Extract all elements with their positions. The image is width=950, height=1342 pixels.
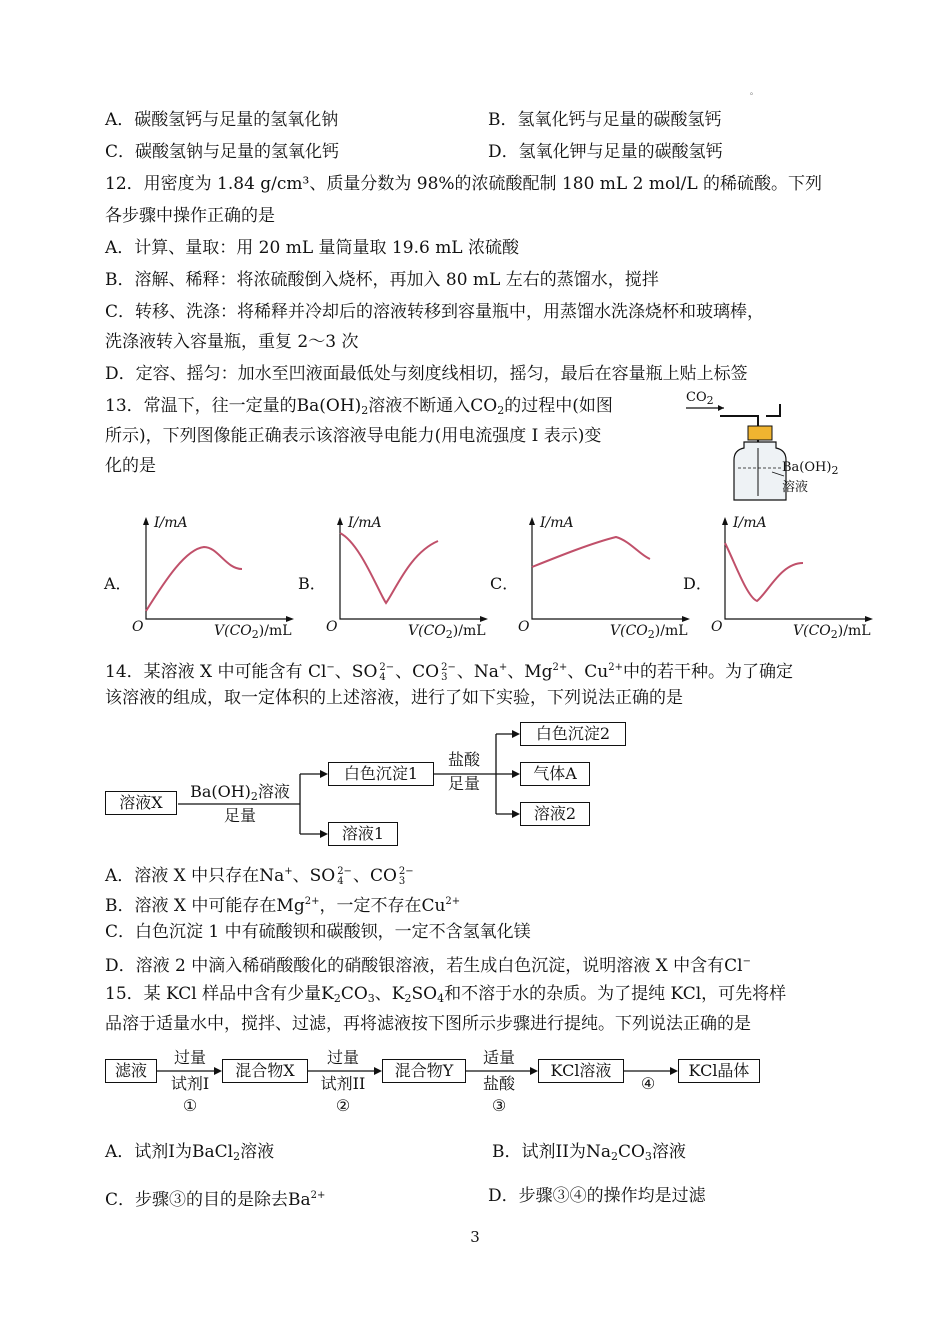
graph-axis-lines [725,521,869,619]
flow-box-solution-x: 溶液X [105,791,177,815]
q15-option-c: C．步骤③的目的是除去$Ba^{2+}$ [105,1190,326,1210]
flow-box-gas-a: 气体A [520,762,590,786]
flow2-box-kcl-crystal: KCl晶体 [678,1059,760,1083]
q12-option-a: A．计算、量取：用 20 mL 量筒量取 19.6 mL 浓硫酸 [105,238,520,258]
graph-y-arrow [722,517,728,525]
graph-axes [334,515,504,635]
graph-letter: D． [683,574,712,593]
flow2-step3-top: 适量 [482,1048,515,1067]
graph-axis-lines [532,521,686,619]
graph-letter: C． [490,574,519,593]
page-number: 3 [470,1228,480,1246]
apparatus-liquid-label: $Ba(OH)_2$ [782,460,839,477]
graph-y-label: I/mA [154,515,188,531]
flow-box-solution1: 溶液1 [328,822,398,846]
flow-reagent-hcl: 盐酸 [447,750,480,769]
graph-axis-lines [340,521,484,619]
flow2-box-mixture-y: 混合物Y [382,1059,466,1083]
flow2-step1-num: ① [182,1096,198,1115]
q12-stem-line1: 12．用密度为 1.84 g/cm³、质量分数为 98%的浓硫酸配制 180 mL 2 mol/L 的稀硫酸。下列 [105,174,823,194]
flow-box-white-ppt1: 白色沉淀1 [328,762,434,786]
graph-axis-lines [146,521,290,619]
q15-option-a: A．试剂I为BaCl$_2$溶液 [105,1142,275,1163]
graph-x-label: $V(CO_2)/mL$ [408,623,486,641]
graph-y-label: I/mA [540,515,574,531]
q12-stem-line2: 各步骤中操作正确的是 [105,206,275,226]
q12-option-c-line2: 洗涤液转入容量瓶，重复 2～3 次 [105,332,359,352]
graph-y-arrow [337,517,343,525]
graph-letter: A． [104,574,132,593]
q14-stem-line2: 该溶液的组成，取一定体积的上述溶液，进行了如下实验，下列说法正确的是 [105,688,683,708]
q14-option-a: A．溶液 X 中只存在Na+、SO 2− 4 、CO 2− 3 [105,865,414,887]
graph-x-arrow [865,616,873,622]
flow2-step2-top: 过量 [326,1048,359,1067]
flow2-step1-top: 过量 [173,1048,206,1067]
q11-option-b: B．氢氧化钙与足量的碳酸氢钙 [488,110,722,130]
graph-axes [719,515,889,635]
q14-option-b: B．溶液 X 中可能存在$Mg^{2+}$，一定不存在$Cu^{2+}$ [105,896,461,916]
graph-y-arrow [529,517,535,525]
flow2-step2-num: ② [335,1096,351,1115]
graph-x-label: $V(CO_2)/mL$ [610,623,688,641]
q12-option-d: D．定容、摇匀：加水至凹液面最低处与刻度线相切，摇匀，最后在容量瓶上贴上标签 [105,364,748,384]
graph-y-label: I/mA [733,515,767,531]
gas-arrowhead [718,405,724,411]
graph-y-label: I/mA [348,515,382,531]
q14-option-c: C．白色沉淀 1 中有硫酸钡和碳酸钡，一定不含氢氧化镁 [105,922,531,942]
q12-option-c-line1: C．转移、洗涤：将稀释并冷却后的溶液转移到容量瓶中，用蒸馏水洗涤烧杯和玻璃棒， [105,302,765,322]
outlet-tube [766,404,780,416]
flow2-box-mixture-x: 混合物X [222,1059,308,1083]
graph-axes [526,515,706,635]
graph-origin: O [711,619,723,635]
graph-origin: O [132,619,144,635]
graph-axes [140,515,310,635]
flow2-step2-mid: 试剂II [320,1074,366,1093]
flow-box-solution2: 溶液2 [520,802,590,826]
graph-origin: O [326,619,338,635]
q15-stem-line1: 15．某 KCl 样品中含有少量$K_2CO_3$、$K_2SO_4$和不溶于水的杂质。为了提纯 KCl，可先将样 [105,984,787,1005]
q13-stem-line2: 所示)，下列图像能正确表示该溶液导电能力(用电流强度 I 表示)变 [105,426,602,446]
graph-x-arrow [480,616,488,622]
flow2-step1-mid: 试剂I [170,1074,210,1093]
q13-stem-line1: 13．常温下，往一定量的$Ba(OH)_2$溶液不断通入$CO_2$的过程中(如图 [105,396,613,417]
apparatus-liquid-label2: 溶液 [782,480,809,495]
graph-curve [532,537,650,567]
graph-d [683,515,933,645]
flow2-step3-num: ③ [491,1096,507,1115]
q14-stem-line1: 14．某溶液 X 中可能含有 Cl−、SO 2− 4 、CO 2− 3 、Na+、$Mg^{2+}$、$Cu^{2+}$中的若干种。为了确定 [105,661,794,683]
graph-curve [340,533,438,603]
bottle-stopper [748,426,772,440]
apparatus-gas-label: $CO_2$ [686,390,714,407]
graph-x-label: $V(CO_2)/mL$ [214,623,292,641]
q15-stem-line2: 品溶于适量水中，搅拌、过滤，再将滤液按下图所示步骤进行提纯。下列说法正确的是 [105,1014,751,1034]
q14-option-d: D．溶液 2 中滴入稀硝酸酸化的硝酸银溶液，若生成白色沉淀，说明溶液 X 中含有Cl− [105,956,752,976]
q15-option-d: D．步骤③④的操作均是过滤 [488,1186,706,1206]
flow-reagent-excess: 足量 [223,806,256,825]
q12-option-b: B．溶解、稀释：将浓硫酸倒入烧杯，再加入 80 mL 左右的蒸馏水，搅拌 [105,270,659,290]
q11-option-d: D．氢氧化钾与足量的碳酸氢钙 [488,142,723,162]
corner-mark: 。 [750,87,758,96]
q13-stem-line3: 化的是 [105,456,156,476]
graph-curve [725,543,803,601]
bottle-body [734,442,786,500]
flow-box-white-ppt2: 白色沉淀2 [520,722,626,746]
graph-origin: O [518,619,530,635]
graph-letter: B． [298,574,326,593]
q15-option-b: B．试剂II为$Na_2CO_3$溶液 [492,1142,686,1163]
graph-x-arrow [286,616,294,622]
q11-option-c: C．碳酸氢钠与足量的氢氧化钙 [105,142,340,162]
graph-curve [146,547,242,611]
flow-reagent-baoh2: $Ba(OH)_2$溶液 [190,782,290,803]
flow-reagent-hcl-excess: 足量 [447,774,480,793]
q11-option-a: A．碳酸氢钙与足量的氢氧化钠 [105,110,339,130]
graph-x-label: $V(CO_2)/mL$ [793,623,871,641]
flow2-step3-mid: 盐酸 [482,1074,515,1093]
flow2-step4-num: ④ [640,1074,656,1093]
flow2-box-kcl-solution: KCl溶液 [538,1059,624,1083]
flow2-box-filtrate: 滤液 [105,1059,157,1083]
graph-y-arrow [143,517,149,525]
